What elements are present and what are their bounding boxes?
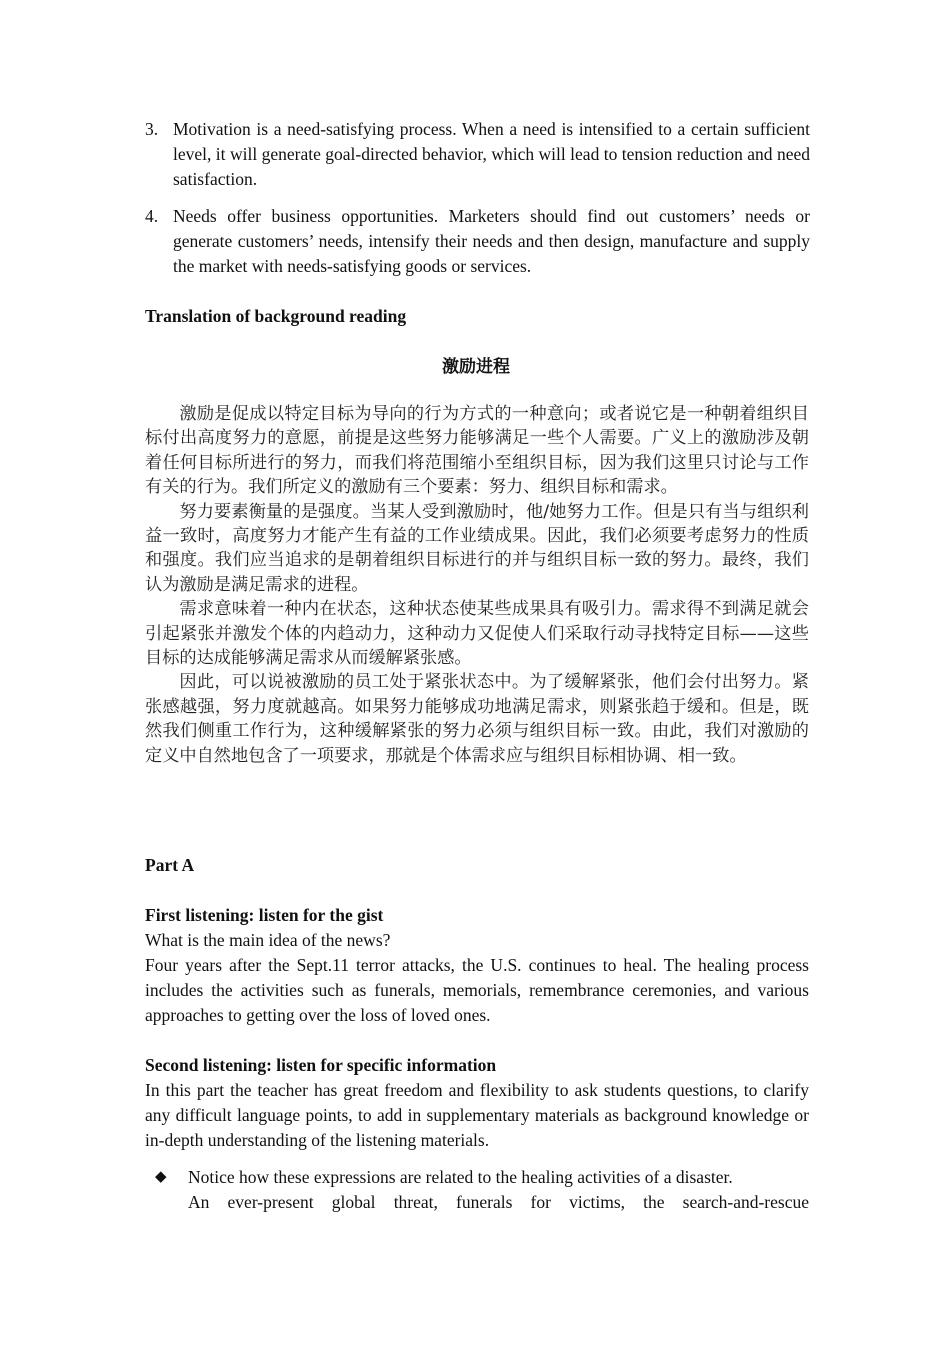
bullet-item bbox=[145, 1165, 809, 1215]
translation-title: 激励进程 bbox=[442, 357, 510, 377]
item-number: 4. bbox=[145, 206, 159, 226]
first-listening-heading: First listening: listen for the gist bbox=[145, 905, 384, 925]
first-listening-answer: Four years after the Sept.11 terror attacks, the U.S. continues to heal. The healing process includes the activities such as funerals, memorials, remembrance ceremonies, and various approaches to getting over the loss of loved ones. bbox=[145, 955, 809, 1025]
item-text: Motivation is a need-satisfying process. When a need is intensified to a certain sufficient level, it will generate goal-directed behavior, which will lead to tension reduction and need satisfaction. bbox=[173, 119, 810, 189]
second-listening-text: In this part the teacher has great freedom and flexibility to ask students questions, to clarify any difficult language points, to add in supplementary materials as background knowledge or in-depth understanding of the listening materials. bbox=[145, 1080, 809, 1150]
translation-paragraph: 需求意味着一种内在状态，这种状态使某些成果具有吸引力。需求得不到满足就会引起紧张并激发个体的内趋动力，这种动力又促使人们采取行动寻找特定目标——这些目标的达成能够满足需求从而缓解紧张感。 bbox=[145, 599, 809, 669]
diamond-bullet-icon: ◆ bbox=[155, 1169, 167, 1185]
numbered-item-4 bbox=[145, 204, 810, 279]
first-listening-question: What is the main idea of the news? bbox=[145, 930, 391, 950]
numbered-item-3 bbox=[145, 117, 810, 192]
item-number: 3. bbox=[145, 119, 159, 139]
second-listening-heading: Second listening: listen for specific information bbox=[145, 1055, 497, 1075]
translation-body bbox=[145, 402, 809, 768]
translation-paragraph: 激励是促成以特定目标为导向的行为方式的一种意向；或者说它是一种朝着组织目标付出高度努力的意愿，前提是这些努力能够满足一些个人需要。广义上的激励涉及朝着任何目标所进行的努力，而我们将范围缩小至组织目标，因为我们这里只讨论与工作有关的行为。我们所定义的激励有三个要素：努力、组织目标和需求。 bbox=[145, 404, 809, 498]
bullet-line: An ever-present global threat, funerals for victims, the search-and-rescue bbox=[188, 1192, 809, 1212]
item-text: Needs offer business opportunities. Marketers should find out customers’ needs or generate customers’ needs, intensify their needs and then design, manufacture and supply the market with needs-satisfying goods or services. bbox=[173, 206, 810, 276]
translation-paragraph: 因此，可以说被激励的员工处于紧张状态中。为了缓解紧张，他们会付出努力。紧张感越强，努力度就越高。如果努力能够成功地满足需求，则紧张趋于缓和。但是，既然我们侧重工作行为，这种缓解紧张的努力必须与组织目标一致。由此，我们对激励的定义中自然地包含了一项要求，那就是个体需求应与组织目标相协调、相一致。 bbox=[145, 672, 809, 766]
part-a-heading: Part A bbox=[145, 855, 195, 875]
translation-heading: Translation of background reading bbox=[145, 306, 407, 326]
bullet-line: Notice how these expressions are related to the healing activities of a disaster. bbox=[188, 1167, 733, 1187]
translation-paragraph: 努力要素衡量的是强度。当某人受到激励时，他/她努力工作。但是只有当与组织利益一致时，高度努力才能产生有益的工作业绩成果。因此，我们必须要考虑努力的性质和强度。我们应当追求的是朝着组织目标进行的并与组织目标一致的努力。最终，我们认为激励是满足需求的进程。 bbox=[145, 501, 809, 595]
